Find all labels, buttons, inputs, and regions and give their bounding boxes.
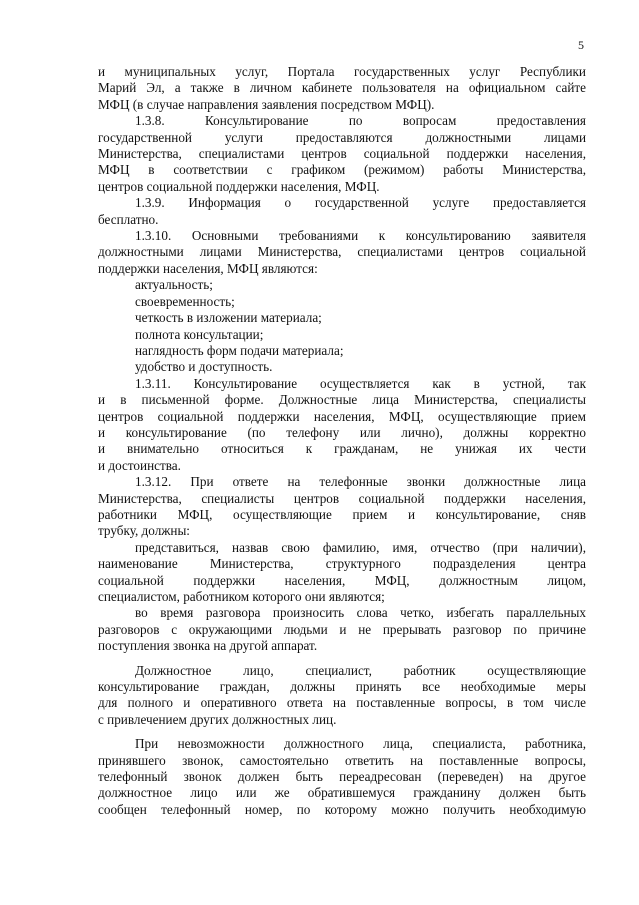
text-line: При невозможности должностного лица, специалиста, работника, xyxy=(135,736,586,752)
text-line: наименование Министерства, структурного подразделения центра xyxy=(98,556,586,572)
text-line: и в письменной форме. Должностные лица Министерства, специалисты xyxy=(98,392,586,408)
paragraph xyxy=(98,736,586,818)
text-line: Марий Эл, а также в личном кабинете пользователя на официальном сайте xyxy=(98,80,586,96)
text-line: 1.3.9. Информация о государственной услуге предоставляется xyxy=(135,195,586,211)
text-line: государственной услуги предоставляются должностными лицами xyxy=(98,129,586,145)
text-line: и достоинства. xyxy=(98,457,181,473)
text-line: во время разговора произносить слова четко, избегать параллельных xyxy=(135,605,586,621)
text-line: 1.3.11. Консультирование осуществляется как в устной, так xyxy=(135,375,586,391)
paragraph xyxy=(98,605,586,654)
paragraph xyxy=(98,113,586,195)
text-line: Должностное лицо, специалист, работник осуществляющие xyxy=(135,662,586,678)
text-line: 1.3.12. При ответе на телефонные звонки должностные лица xyxy=(135,474,586,490)
text-line: трубку, должны: xyxy=(98,523,190,539)
paragraph xyxy=(98,228,586,376)
paragraph xyxy=(98,376,586,474)
text-line: разговоров с окружающими людьми и не прерывать разговор по причине xyxy=(98,621,586,637)
text-line: должностное лицо или же обратившемуся гражданину должен быть xyxy=(98,785,586,801)
text-line: специалистом, работником которого они являются; xyxy=(98,589,385,604)
text-line: центров социальной поддержки населения, МФЦ, осуществляющие прием xyxy=(98,408,586,424)
list-item: актуальность; xyxy=(135,277,213,293)
text-line: с привлечением других должностных лиц. xyxy=(98,711,337,727)
paragraph-gap xyxy=(98,655,586,663)
list-item: четкость в изложении материала; xyxy=(135,310,322,326)
text-line: МФЦ (в случае направления заявления посредством МФЦ). xyxy=(98,96,435,112)
text-line: и консультирование (по телефону или лично), должны корректно xyxy=(98,424,586,440)
text-line: и внимательно относиться к гражданам, не унижая их чести xyxy=(98,441,586,457)
text-line: поддержки населения, МФЦ являются: xyxy=(98,260,318,276)
text-line: и муниципальных услуг, Портала государственных услуг Республики xyxy=(98,64,586,79)
text-line: бесплатно. xyxy=(98,211,159,227)
text-line: социальной поддержки населения, МФЦ, должностным лицом, xyxy=(98,572,586,588)
list-item: своевременность; xyxy=(135,293,235,309)
paragraph xyxy=(98,64,586,113)
text-line: Министерства, специалистами центров социальной поддержки населения, xyxy=(98,146,586,162)
text-line: 1.3.10. Основными требованиями к консультированию заявителя xyxy=(135,228,586,244)
paragraph-gap xyxy=(98,728,586,736)
text-line: консультирование граждан, должны принять все необходимые меры xyxy=(98,679,586,695)
text-line: Министерства, специалисты центров социальной поддержки населения, xyxy=(98,490,586,506)
page-number: 5 xyxy=(578,38,584,52)
text-line: центров социальной поддержки населения, МФЦ. xyxy=(98,178,380,194)
text-line: МФЦ в соответствии с графиком (режимом) работы Министерства, xyxy=(98,162,586,178)
text-line: поступления звонка на другой аппарат. xyxy=(98,638,318,654)
text-line: 1.3.8. Консультирование по вопросам предоставления xyxy=(135,113,586,129)
list-item: полнота консультации; xyxy=(135,326,264,342)
text-line: телефонный звонок должен быть переадресован (переведен) на другое xyxy=(98,769,586,785)
paragraph xyxy=(98,663,586,729)
text-line: должностными лицами Министерства, специалистами центров социальной xyxy=(98,244,586,260)
text-line: представиться, назвав свою фамилию, имя, отчество (при наличии), xyxy=(135,539,586,555)
text-line: работники МФЦ, осуществляющие прием и консультирование, сняв xyxy=(98,506,586,522)
document-body xyxy=(98,64,586,818)
list-item: наглядность форм подачи материала; xyxy=(135,342,344,358)
text-line: сообщен телефонный номер, по которому можно получить необходимую xyxy=(98,801,586,817)
text-line: для полного и оперативного ответа на поставленные вопросы, в том числе xyxy=(98,695,586,711)
paragraph xyxy=(98,540,586,606)
paragraph xyxy=(98,195,586,228)
list-item: удобство и доступность. xyxy=(135,359,273,375)
text-line: принявшего звонок, самостоятельно ответить на поставленные вопросы, xyxy=(98,752,586,768)
paragraph xyxy=(98,474,586,540)
